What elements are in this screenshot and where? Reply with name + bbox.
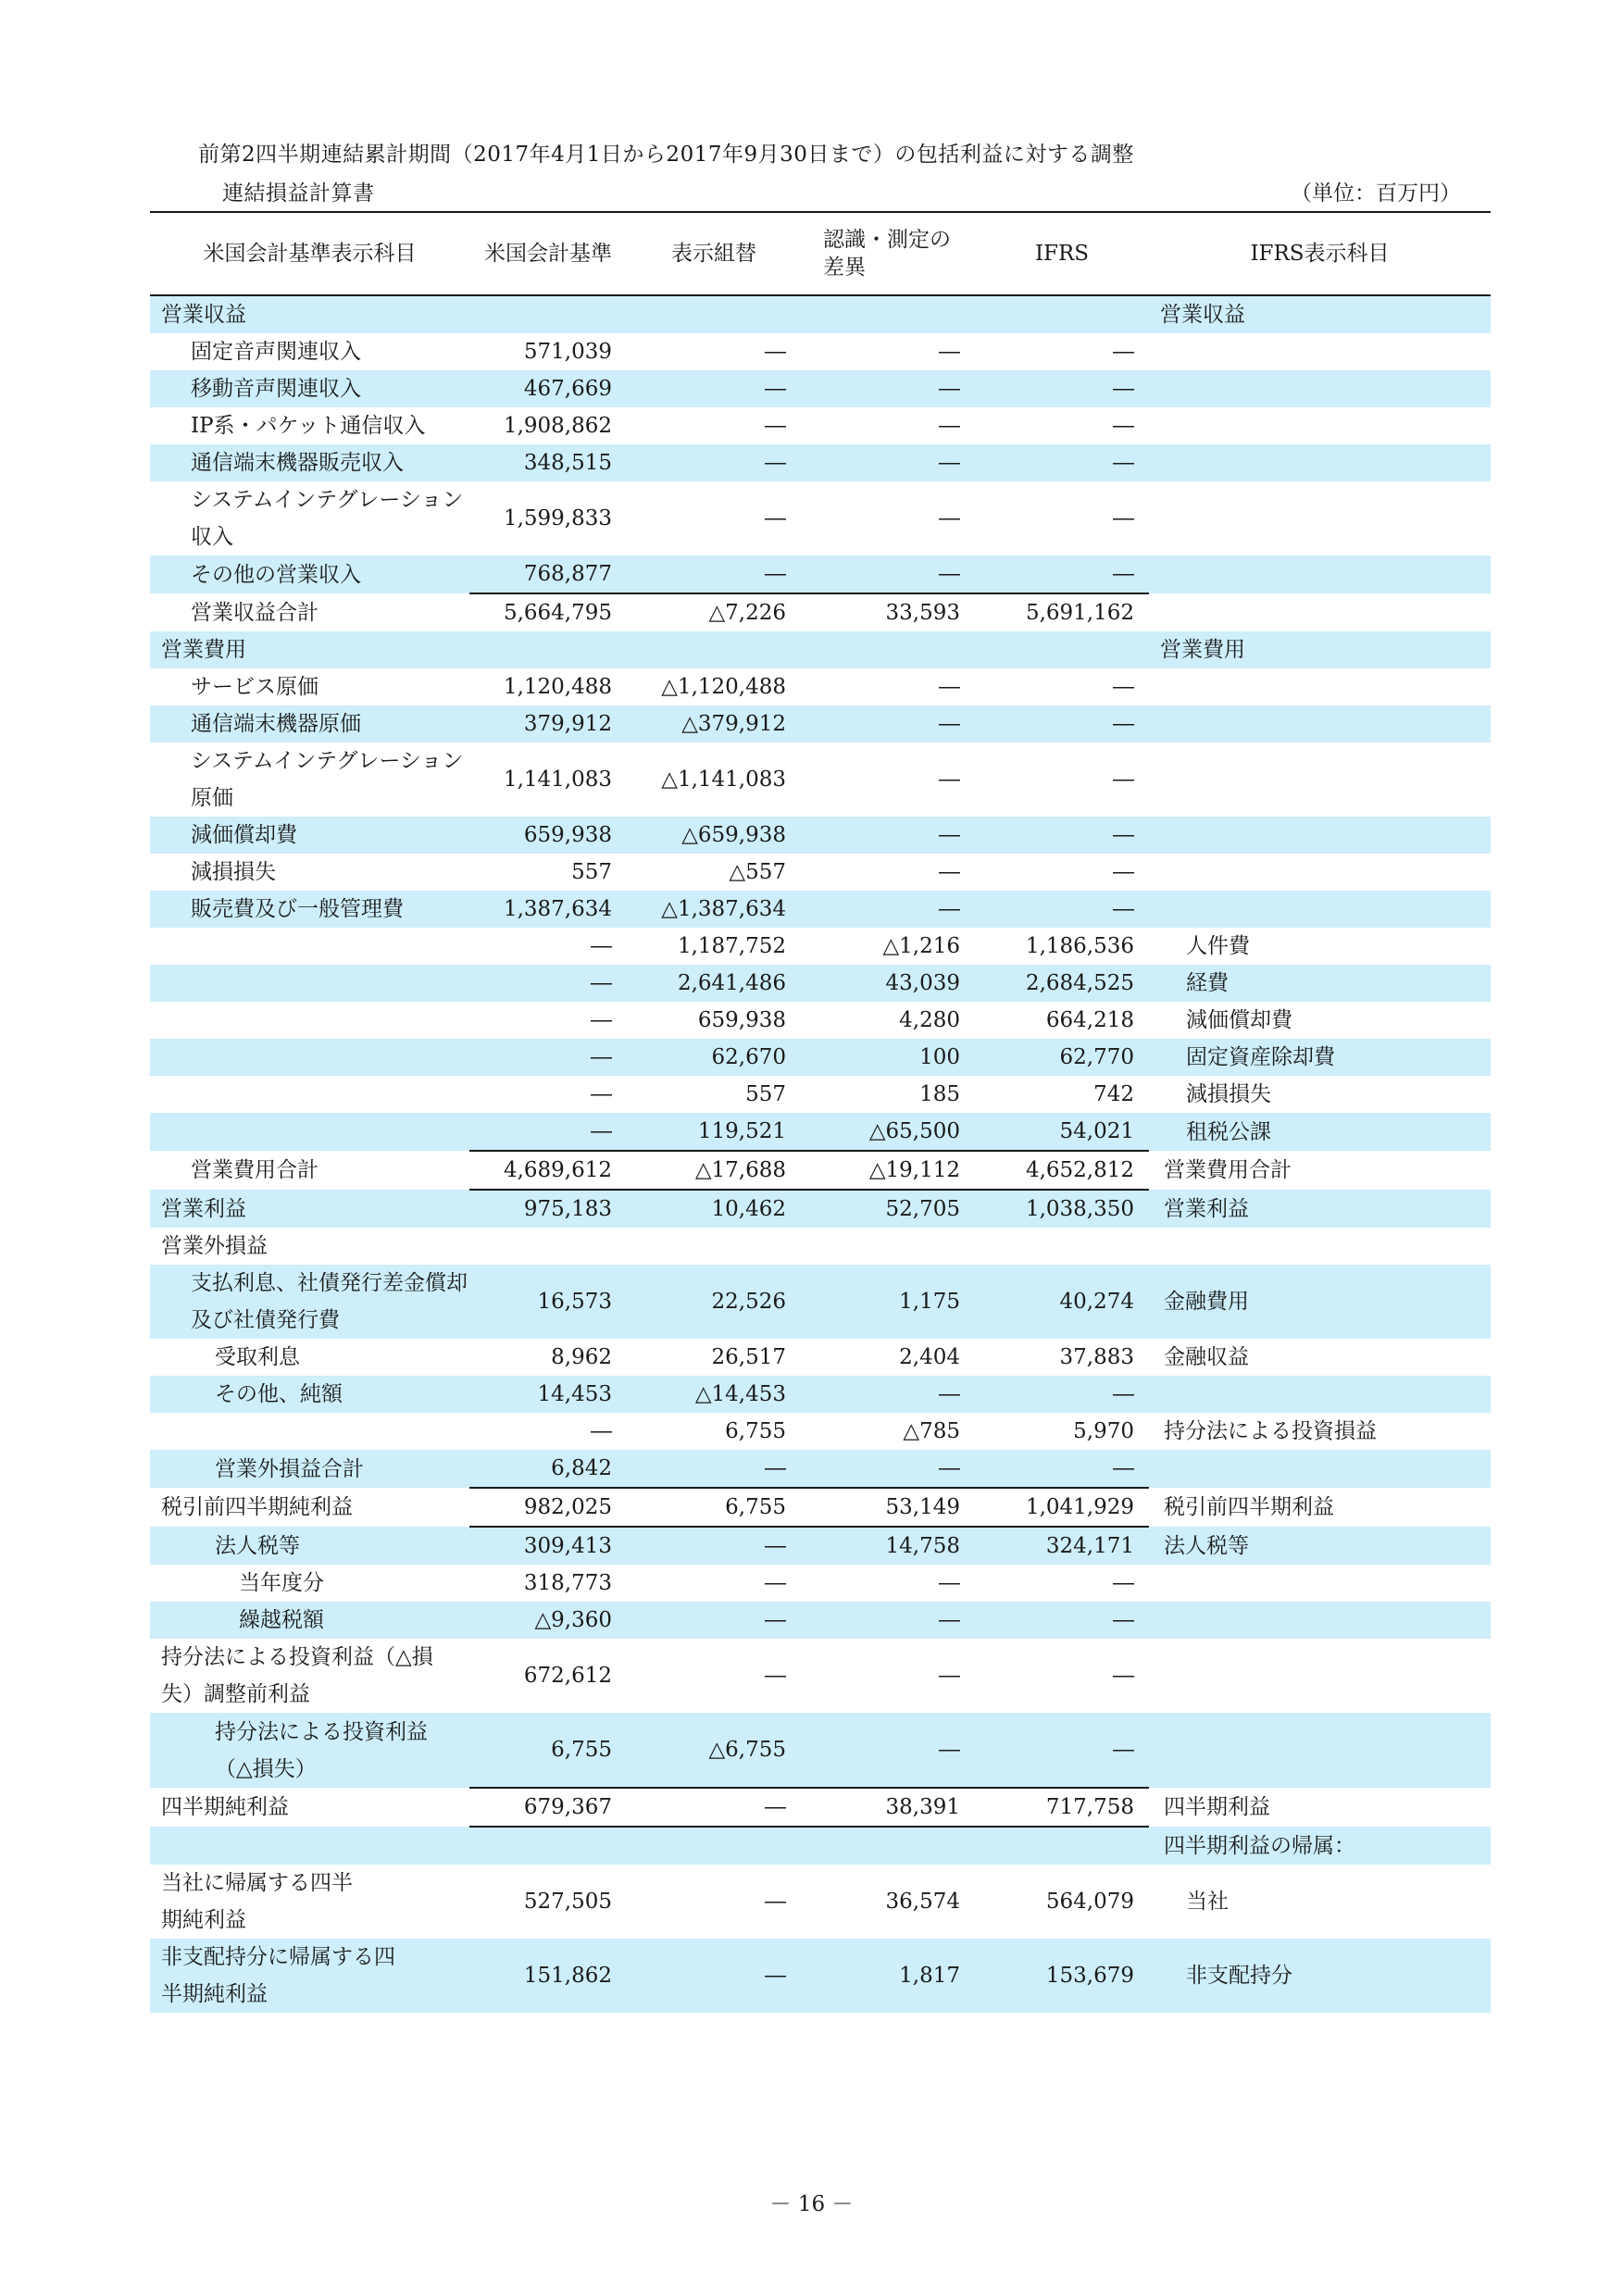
recognition-value: ― <box>801 1713 975 1788</box>
row-label: 通信端末機器販売収入 <box>150 444 469 481</box>
row-label: 固定音声関連収入 <box>191 340 361 364</box>
row-label: 販売費及び一般管理費 <box>150 891 469 928</box>
ifrs-value: ― <box>1113 767 1134 792</box>
ifrs-item <box>1149 1713 1491 1788</box>
table-row <box>150 1339 1491 1376</box>
ifrs-value: ― <box>975 891 1149 928</box>
recognition-value: 53,149 <box>801 1488 975 1527</box>
ifrs-item <box>1149 1602 1491 1639</box>
ifrs-item: 固定資産除却費 <box>1149 1039 1491 1076</box>
ifrs-value: 37,883 <box>1059 1345 1134 1369</box>
us-gaap-value <box>469 295 627 333</box>
ifrs-value: 2,684,525 <box>975 965 1149 1002</box>
page-heading: 前第2四半期連結累計期間（2017年4月1日から2017年9月30日まで）の包括利益に対する調整 <box>198 143 1134 167</box>
reclass-value: △6,755 <box>627 1713 801 1788</box>
recognition-value: ― <box>801 705 975 742</box>
ifrs-value: ― <box>975 1376 1149 1413</box>
recognition-value: △19,112 <box>801 1151 975 1190</box>
recognition-value: 4,280 <box>899 1008 960 1032</box>
ifrs-value: ― <box>975 1713 1149 1788</box>
reclass-value: △557 <box>729 860 786 884</box>
ifrs-item <box>1149 742 1491 817</box>
ifrs-value: ― <box>975 444 1149 481</box>
row-label: 減損損失 <box>191 860 276 884</box>
ifrs-item <box>1149 1450 1491 1488</box>
us-gaap-value: 5,664,795 <box>469 593 627 631</box>
recognition-value: ― <box>939 767 960 792</box>
row-label <box>150 1113 469 1151</box>
row-label: 持分法による投資利益（△損失） <box>150 1713 469 1788</box>
ifrs-item <box>1149 1565 1491 1602</box>
table-row <box>150 593 1491 631</box>
reclass-value: 659,938 <box>697 1008 786 1032</box>
ifrs-value: 324,171 <box>975 1527 1149 1565</box>
ifrs-item <box>1149 481 1491 555</box>
us-gaap-value: 975,183 <box>469 1190 627 1228</box>
recognition-value: ― <box>801 444 975 481</box>
ifrs-value: 54,021 <box>975 1113 1149 1151</box>
us-gaap-value: 379,912 <box>469 705 627 742</box>
row-label: 税引前四半期純利益 <box>161 1495 353 1519</box>
ifrs-item <box>1149 593 1491 631</box>
reclass-value: ― <box>627 1788 801 1827</box>
ifrs-value: 564,079 <box>1045 1890 1134 1914</box>
ifrs-value: ― <box>975 1602 1149 1639</box>
ifrs-item <box>1149 555 1491 593</box>
ifrs-value: ― <box>1113 414 1134 438</box>
table-row <box>150 295 1491 333</box>
ifrs-value: 4,652,812 <box>975 1151 1149 1190</box>
ifrs-item <box>1149 407 1491 444</box>
recognition-value: ― <box>801 370 975 407</box>
us-gaap-value <box>469 631 627 668</box>
table-row <box>150 1265 1491 1339</box>
reclass-value: ― <box>765 414 786 438</box>
ifrs-value <box>975 295 1149 333</box>
us-gaap-value: 527,505 <box>523 1890 612 1914</box>
ifrs-value <box>975 1827 1149 1865</box>
page-number: － 16 － <box>769 2192 854 2216</box>
recognition-value: ― <box>939 675 960 699</box>
table-row <box>150 1151 1491 1190</box>
ifrs-value <box>975 1228 1149 1265</box>
us-gaap-value: 659,938 <box>469 817 627 854</box>
unit-label: （単位：百万円） <box>1291 181 1461 206</box>
row-label: 移動音声関連収入 <box>150 370 469 407</box>
us-gaap-value: ― <box>591 1008 612 1032</box>
header-ifrs-item: IFRS表示科目 <box>1149 212 1491 295</box>
recognition-value: ― <box>801 1602 975 1639</box>
reclass-value: 22,526 <box>627 1265 801 1339</box>
recognition-value: ― <box>939 414 960 438</box>
reclass-value: 1,187,752 <box>677 934 786 958</box>
ifrs-item: 当社 <box>1186 1890 1229 1914</box>
ifrs-item <box>1149 370 1491 407</box>
recognition-value: 43,039 <box>801 965 975 1002</box>
ifrs-item: 法人税等 <box>1149 1527 1491 1565</box>
us-gaap-value: 14,453 <box>469 1376 627 1413</box>
table-row <box>150 817 1491 854</box>
reclass-value: ― <box>627 1450 801 1488</box>
row-label <box>150 1413 469 1450</box>
ifrs-value: ― <box>1113 1571 1134 1595</box>
reclass-value: ― <box>627 1602 801 1639</box>
row-label <box>150 1002 469 1039</box>
reclass-value: △1,120,488 <box>661 675 786 699</box>
us-gaap-value: 768,877 <box>469 555 627 593</box>
us-gaap-value: 6,842 <box>469 1450 627 1488</box>
row-label: 営業費用合計 <box>191 1158 318 1182</box>
ifrs-value: ― <box>975 370 1149 407</box>
ifrs-item: 四半期利益の帰属： <box>1149 1827 1491 1865</box>
reclass-value <box>627 1827 801 1865</box>
row-label: 当社に帰属する四半期純利益 <box>161 1871 353 1932</box>
table-row <box>150 481 1491 555</box>
ifrs-item: 営業収益 <box>1149 295 1491 333</box>
reclass-value <box>627 295 801 333</box>
row-label: 当年度分 <box>239 1571 324 1595</box>
row-label <box>150 928 469 965</box>
row-label: 通信端末機器原価 <box>150 705 469 742</box>
recognition-value: ― <box>801 1376 975 1413</box>
ifrs-item <box>1149 444 1491 481</box>
row-label: 営業利益 <box>150 1190 469 1228</box>
recognition-value: ― <box>801 555 975 593</box>
reclass-value: ― <box>627 555 801 593</box>
table-row <box>150 742 1491 817</box>
recognition-value: 52,705 <box>801 1190 975 1228</box>
us-gaap-value: 571,039 <box>523 340 612 364</box>
us-gaap-value: ― <box>591 934 612 958</box>
ifrs-item: 租税公課 <box>1149 1113 1491 1151</box>
header-recognition-line2: 差異 <box>823 256 866 280</box>
row-label: 営業外損益合計 <box>150 1450 469 1488</box>
reclass-value: △1,141,083 <box>661 767 786 792</box>
us-gaap-value: 4,689,612 <box>469 1151 627 1190</box>
recognition-value: 185 <box>919 1082 960 1106</box>
row-label: その他、純額 <box>150 1376 469 1413</box>
table-row <box>150 1039 1491 1076</box>
reclass-value: 6,755 <box>725 1419 786 1443</box>
table-row <box>150 1488 1491 1527</box>
reclass-value: ― <box>627 1939 801 2013</box>
row-label <box>150 965 469 1002</box>
row-label: IP系・パケット通信収入 <box>191 414 426 438</box>
table-row <box>150 444 1491 481</box>
us-gaap-value: 8,962 <box>551 1345 612 1369</box>
reclass-value <box>627 631 801 668</box>
row-label: 営業費用 <box>150 631 469 668</box>
ifrs-value: ― <box>1113 340 1134 364</box>
us-gaap-value: ― <box>591 1419 612 1443</box>
ifrs-item: 人件費 <box>1186 934 1250 958</box>
row-label <box>150 1827 469 1865</box>
ifrs-item: 金融費用 <box>1149 1265 1491 1339</box>
table-row <box>150 1076 1491 1113</box>
recognition-value: 2,404 <box>899 1345 960 1369</box>
ifrs-value: ― <box>1113 860 1134 884</box>
table-row <box>150 407 1491 444</box>
reclass-value: ― <box>627 444 801 481</box>
row-label: 非支配持分に帰属する四半期純利益 <box>150 1939 469 2013</box>
table-row <box>150 1113 1491 1151</box>
reclass-value: 62,670 <box>627 1039 801 1076</box>
ifrs-item: 経費 <box>1149 965 1491 1002</box>
us-gaap-value: 1,908,862 <box>503 414 612 438</box>
ifrs-value: 717,758 <box>975 1788 1149 1827</box>
reclass-value: ― <box>765 340 786 364</box>
table-header <box>150 212 1491 295</box>
ifrs-value: ― <box>1113 675 1134 699</box>
recognition-value <box>801 295 975 333</box>
reclass-value: ― <box>765 1664 786 1688</box>
ifrs-item: 営業費用 <box>1149 631 1491 668</box>
recognition-value: ― <box>939 1571 960 1595</box>
recognition-value: 38,391 <box>801 1788 975 1827</box>
recognition-value: 100 <box>801 1039 975 1076</box>
table-row <box>150 1002 1491 1039</box>
row-label: 減価償却費 <box>150 817 469 854</box>
recognition-value: 1,175 <box>801 1265 975 1339</box>
table-row <box>150 370 1491 407</box>
ifrs-item: 減価償却費 <box>1186 1008 1292 1032</box>
reclass-value: 10,462 <box>627 1190 801 1228</box>
ifrs-item: 営業利益 <box>1149 1190 1491 1228</box>
us-gaap-value: 1,120,488 <box>503 675 612 699</box>
recognition-value: ― <box>939 1664 960 1688</box>
reclass-value: △659,938 <box>627 817 801 854</box>
ifrs-value: ― <box>975 555 1149 593</box>
ifrs-item: 持分法による投資損益 <box>1164 1419 1377 1443</box>
table-row <box>150 631 1491 668</box>
ifrs-value: ― <box>975 1450 1149 1488</box>
table-row <box>150 1527 1491 1565</box>
ifrs-value: 5,691,162 <box>975 593 1149 631</box>
recognition-value: △785 <box>903 1419 960 1443</box>
recognition-value: △65,500 <box>801 1113 975 1151</box>
row-label: サービス原価 <box>191 675 318 699</box>
table-row <box>150 1639 1491 1713</box>
table-row <box>150 1865 1491 1939</box>
reclass-value: ― <box>765 1890 786 1914</box>
ifrs-item: 税引前四半期利益 <box>1164 1495 1334 1519</box>
ifrs-value: 5,970 <box>1073 1419 1134 1443</box>
recognition-value <box>801 1827 975 1865</box>
table-row <box>150 965 1491 1002</box>
reclass-value: ― <box>765 506 786 530</box>
table-row <box>150 1788 1491 1827</box>
ifrs-item <box>1149 854 1491 891</box>
table-row <box>150 928 1491 965</box>
recognition-value: 1,817 <box>801 1939 975 2013</box>
recognition-value: 36,574 <box>885 1890 960 1914</box>
us-gaap-value <box>469 1228 627 1265</box>
reclass-value: △7,226 <box>627 593 801 631</box>
ifrs-value: 1,038,350 <box>975 1190 1149 1228</box>
table-row <box>150 1228 1491 1265</box>
table-row <box>150 1450 1491 1488</box>
row-label: 営業収益合計 <box>191 600 318 625</box>
ifrs-value: ― <box>1113 1664 1134 1688</box>
ifrs-item <box>1149 891 1491 928</box>
us-gaap-value: 151,862 <box>469 1939 627 2013</box>
us-gaap-value: 1,141,083 <box>503 767 612 792</box>
header-recognition <box>801 212 975 295</box>
reclass-value: 6,755 <box>627 1488 801 1527</box>
row-label: 持分法による投資利益（△損失）調整前利益 <box>161 1645 433 1706</box>
reclass-value: ― <box>765 1571 786 1595</box>
table-row <box>150 668 1491 705</box>
row-label: システムインテグレーション収入 <box>191 488 464 549</box>
recognition-value: 33,593 <box>801 593 975 631</box>
ifrs-item: 減損損失 <box>1186 1082 1271 1106</box>
us-gaap-value: 348,515 <box>469 444 627 481</box>
table-row <box>150 1713 1491 1788</box>
ifrs-item <box>1149 705 1491 742</box>
ifrs-item <box>1149 1376 1491 1413</box>
reconciliation-table <box>150 211 1491 2013</box>
ifrs-value: 1,186,536 <box>1025 934 1134 958</box>
ifrs-value: 664,218 <box>1045 1008 1134 1032</box>
recognition-value: ― <box>801 817 975 854</box>
ifrs-value <box>975 631 1149 668</box>
ifrs-value: ― <box>975 817 1149 854</box>
table-row <box>150 1190 1491 1228</box>
row-label: 四半期純利益 <box>161 1795 289 1819</box>
reclass-value: 26,517 <box>711 1345 786 1369</box>
ifrs-value: 62,770 <box>975 1039 1149 1076</box>
recognition-value: △1,216 <box>882 934 960 958</box>
us-gaap-value: ― <box>469 965 627 1002</box>
ifrs-item <box>1149 817 1491 854</box>
ifrs-value: 1,041,929 <box>975 1488 1149 1527</box>
table-row <box>150 1602 1491 1639</box>
recognition-value: ― <box>801 1450 975 1488</box>
reclass-value: 557 <box>745 1082 786 1106</box>
ifrs-value: 742 <box>1093 1082 1134 1106</box>
ifrs-item <box>1149 1228 1491 1265</box>
row-label: 法人税等 <box>150 1527 469 1565</box>
us-gaap-value: 16,573 <box>469 1265 627 1339</box>
ifrs-value: ― <box>975 705 1149 742</box>
recognition-value: ― <box>939 340 960 364</box>
reclass-value: △1,387,634 <box>627 891 801 928</box>
row-label <box>150 1076 469 1113</box>
ifrs-item: 非支配持分 <box>1149 1939 1491 2013</box>
row-label: 繰越税額 <box>150 1602 469 1639</box>
table-row <box>150 1413 1491 1450</box>
table-row <box>150 1376 1491 1413</box>
reclass-value: △17,688 <box>627 1151 801 1190</box>
ifrs-item <box>1149 333 1491 370</box>
us-gaap-value: 467,669 <box>469 370 627 407</box>
us-gaap-value: 679,367 <box>469 1788 627 1827</box>
reclass-value: ― <box>627 1527 801 1565</box>
table-row <box>150 555 1491 593</box>
recognition-value: ― <box>939 860 960 884</box>
us-gaap-value: ― <box>469 1113 627 1151</box>
table-row <box>150 705 1491 742</box>
table-row <box>150 1827 1491 1865</box>
us-gaap-value: 672,612 <box>523 1664 612 1688</box>
table-row <box>150 1939 1491 2013</box>
reclass-value: 2,641,486 <box>627 965 801 1002</box>
table-row <box>150 854 1491 891</box>
row-label <box>150 1039 469 1076</box>
header-recognition-line1: 認識・測定の <box>823 228 951 252</box>
recognition-value <box>801 631 975 668</box>
row-label: その他の営業収入 <box>150 555 469 593</box>
reclass-value: 119,521 <box>627 1113 801 1151</box>
recognition-value: ― <box>939 506 960 530</box>
reclass-value: △379,912 <box>627 705 801 742</box>
us-gaap-value: 6,755 <box>469 1713 627 1788</box>
reclass-value: △14,453 <box>627 1376 801 1413</box>
row-label: 支払利息、社債発行差金償却及び社債発行費 <box>150 1265 469 1339</box>
reclass-value <box>627 1228 801 1265</box>
ifrs-item: 金融収益 <box>1164 1345 1249 1369</box>
header-us-gaap: 米国会計基準 <box>469 212 627 295</box>
us-gaap-value: 1,387,634 <box>469 891 627 928</box>
ifrs-item <box>1149 1639 1491 1713</box>
us-gaap-value: 318,773 <box>523 1571 612 1595</box>
ifrs-item: 営業費用合計 <box>1164 1158 1292 1182</box>
us-gaap-value: ― <box>469 1039 627 1076</box>
table-row <box>150 891 1491 928</box>
us-gaap-value <box>469 1827 627 1865</box>
row-label: 受取利息 <box>215 1345 300 1369</box>
ifrs-item <box>1149 668 1491 705</box>
us-gaap-value: 982,025 <box>469 1488 627 1527</box>
table-body <box>150 295 1491 2013</box>
header-ifrs: IFRS <box>975 212 1149 295</box>
statement-title: 連結損益計算書 <box>222 181 375 206</box>
reclass-value: ― <box>627 370 801 407</box>
recognition-value: 14,758 <box>801 1527 975 1565</box>
table-row <box>150 333 1491 370</box>
us-gaap-value: ― <box>591 1082 612 1106</box>
ifrs-item: 四半期利益 <box>1164 1795 1270 1819</box>
ifrs-value: 153,679 <box>975 1939 1149 2013</box>
us-gaap-value: 1,599,833 <box>503 506 612 530</box>
row-label: 営業外損益 <box>161 1234 268 1258</box>
us-gaap-value: △9,360 <box>469 1602 627 1639</box>
row-label: 営業収益 <box>150 295 469 333</box>
header-us-item: 米国会計基準表示科目 <box>150 212 469 295</box>
recognition-value: ― <box>801 891 975 928</box>
recognition-value <box>801 1228 975 1265</box>
table-row <box>150 1565 1491 1602</box>
ifrs-value: 40,274 <box>975 1265 1149 1339</box>
header-reclass: 表示組替 <box>627 212 801 295</box>
us-gaap-value: 557 <box>571 860 612 884</box>
ifrs-value: ― <box>1113 506 1134 530</box>
row-label: システムインテグレーション原価 <box>191 749 464 810</box>
us-gaap-value: 309,413 <box>469 1527 627 1565</box>
